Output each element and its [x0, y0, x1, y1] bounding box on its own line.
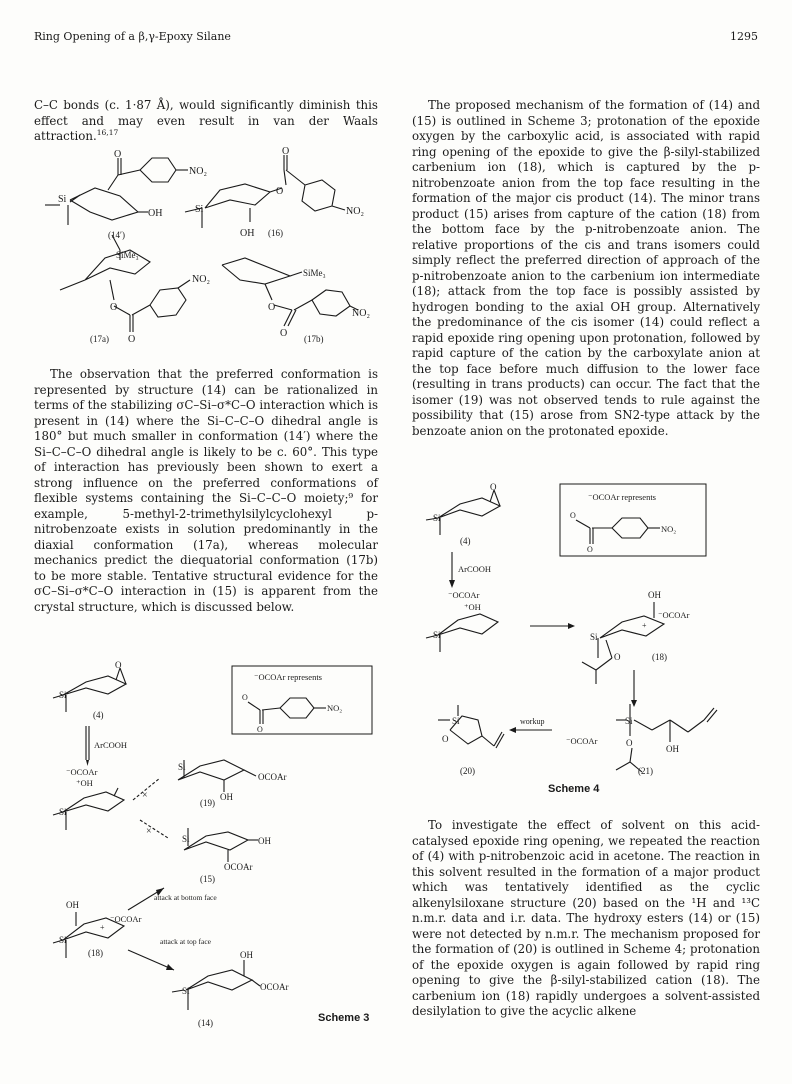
paragraph: To investigate the effect of solvent on this acid-catalysed epoxide ring opening, we repeated the reaction of (4) with p-nitrobenzoic acid in acetone. The reaction in this solvent resulted in the formation of a major product which was tentatively identified as the cyclic alkenylsiloxane structure (20) based on the ¹H and ¹³C n.m.r. data and i.r. data. The hydroxy esters (14) or (15) were not detected by n.m.r. The mechanism proposed for the formation of (20) is outlined in Scheme 4; protonation of the epoxide oxygen is again followed by rapid ring opening to give the β-silyl-stabilized cation (18). The carbenium ion (18) rapidly undergoes a solvent-assisted desilylation to give the acyclic alkene [412, 818, 760, 1018]
svg-text:OCOAr: OCOAr [260, 982, 289, 992]
compound-label: (17b) [304, 334, 324, 344]
scheme-3-figure [48, 660, 368, 1030]
svg-text:OH: OH [648, 590, 661, 600]
svg-text:NO₂: NO₂ [346, 206, 364, 217]
svg-text:O: O [110, 302, 118, 313]
structure-16 [185, 146, 364, 239]
compound-18 [53, 900, 142, 958]
compound-label: (4) [460, 536, 471, 546]
svg-text:O: O [257, 725, 263, 734]
svg-text:Si: Si [625, 716, 633, 726]
paragraph: The proposed mechanism of the formation of (14) and (15) is outlined in Scheme 3; protonation of the epoxide oxygen by the carboxylic acid, is associated with rapid ring opening of the epoxide to give the β-silyl-stabilized carbenium ion (18), which is captured by the p-nitrobenzoate anion from the top face resulting in the formation of the major cis product (14). The minor trans product (15) arises from capture of the cation (18) from the bottom face by the p-nitrobenzoate anion. The relative proportions of the cis and trans isomers could simply reflect the preferred direction of approach of the p-nitrobenzoate anion to the carbenium ion intermediate (18); attack from the top face is possibly assisted by hydrogen bonding to the axial OH group. Alternatively the predominance of the cis isomer (14) could reflect a rapid epoxide ring opening upon protonation, followed by rapid capture of the cation by the carboxylate anion at the top face before much diffusion to the lower face (resulting in trans products) can occur. The fact that the isomer (19) was not observed tends to rule against the possibility that (15) arose from SN2-type attack by the benzoate anion on the protonated epoxide. [412, 98, 760, 438]
paragraph: C–C bonds (c. 1·87 Å), would significantly diminish this effect and may even result in van der Waals attraction.$^{16,17}$ [34, 98, 378, 143]
svg-text:+: + [642, 621, 647, 630]
protonated-epoxide [53, 767, 124, 830]
svg-text:SiMe₃: SiMe₃ [303, 268, 326, 278]
right-column-bottom [412, 818, 760, 1020]
svg-text:Si: Si [178, 762, 186, 772]
svg-text:O: O [570, 511, 576, 520]
compound-20 [438, 705, 504, 776]
svg-text:SiMe₃: SiMe₃ [116, 250, 139, 260]
structure-17a [60, 235, 210, 345]
structure-14-prime [45, 149, 207, 240]
svg-text:O: O [128, 334, 136, 345]
svg-text:Si: Si [58, 194, 67, 205]
protonated-epoxide [426, 590, 498, 652]
compound-label: (20) [460, 766, 475, 776]
svg-text:⁻OCOAr: ⁻OCOAr [448, 590, 480, 600]
right-column-top [412, 98, 760, 439]
ocoar-definition-box [232, 666, 372, 734]
compound-label: (15) [200, 874, 215, 884]
svg-text:OH: OH [148, 208, 163, 219]
svg-text:OH: OH [240, 228, 255, 239]
svg-text:O: O [114, 149, 122, 160]
svg-text:×: × [146, 826, 152, 837]
svg-text:Si: Si [59, 690, 67, 700]
svg-text:Si: Si [59, 935, 67, 945]
svg-text:O: O [587, 545, 593, 554]
compound-label: (4) [93, 710, 104, 720]
paragraph: The observation that the preferred conformation is represented by structure (14) can be rationalized in terms of the stabilizing σC–Si–σ*C–O interaction which is present in (14) where the Si–C–C–O dihedral angle is 180° but much smaller in conformation (14′) where the Si–C–C–O dihedral angle is likely to be c. 60°. This type of interaction has previously been shown to exert a strong influence on the preferred conformations of flexible systems containing the Si–C–C–O moiety;⁹ for example, 5-methyl-2-trimethylsilylcyclohexyl p-nitrobenzoate exists in solution predominantly in the diaxial conformation (17a), whereas molecular mechanics predict the diequatorial conformation (17b) to be more stable. Tentative structural evidence for the σC–Si–σ*C–O interaction in (15) is apparent from the crystal structure, which is discussed below. [34, 367, 378, 614]
page-number: 1295 [730, 30, 758, 43]
compound-label: (19) [200, 798, 215, 808]
compound-label: (18) [652, 652, 667, 662]
compound-21 [566, 704, 717, 776]
svg-text:OH: OH [66, 900, 79, 910]
svg-text:⁻OCOAr represents: ⁻OCOAr represents [254, 672, 322, 682]
ocoar-definition-box [560, 484, 706, 556]
svg-text:+: + [100, 923, 105, 932]
svg-text:O: O [242, 693, 248, 702]
svg-text:O: O [614, 652, 621, 662]
svg-text:O: O [115, 660, 122, 670]
svg-text:O: O [282, 146, 290, 157]
compound-4 [426, 482, 500, 546]
svg-text:attack at bottom face: attack at bottom face [154, 893, 217, 902]
compound-19 [178, 760, 287, 808]
svg-text:⁻OCOAr: ⁻OCOAr [110, 914, 142, 924]
compound-14 [172, 950, 289, 1028]
compound-label: (21) [638, 766, 653, 776]
svg-text:O: O [626, 738, 633, 748]
svg-text:OH: OH [258, 836, 271, 846]
svg-text:⁻OCOAr: ⁻OCOAr [566, 736, 598, 746]
reference-superscript: 16,17 [96, 128, 119, 138]
structure-17b [222, 258, 370, 344]
scheme-4-caption: Scheme 4 [548, 783, 600, 795]
svg-text:O: O [490, 482, 497, 492]
svg-text:⁻OCOAr represents: ⁻OCOAr represents [588, 492, 656, 502]
svg-text:⁺OH: ⁺OH [76, 778, 93, 788]
svg-text:OCOAr: OCOAr [258, 772, 287, 782]
svg-text:attack at top face: attack at top face [160, 937, 212, 946]
svg-text:OH: OH [240, 950, 253, 960]
compound-label: (14) [198, 1018, 213, 1028]
svg-text:Si: Si [195, 204, 204, 215]
svg-text:NO₂: NO₂ [352, 308, 370, 319]
svg-text:NO₂: NO₂ [192, 274, 210, 285]
svg-text:O: O [442, 734, 449, 744]
svg-text:Si: Si [182, 834, 190, 844]
conformer-structures-figure [40, 146, 380, 350]
svg-text:NO₂: NO₂ [189, 166, 207, 177]
svg-text:Si: Si [590, 632, 598, 642]
compound-label: (16) [268, 228, 283, 238]
svg-text:NO₂: NO₂ [327, 703, 343, 713]
svg-text:Si: Si [182, 986, 190, 996]
svg-text:OCOAr: OCOAr [224, 862, 253, 872]
svg-text:Si: Si [433, 513, 441, 523]
svg-text:O: O [276, 186, 284, 197]
svg-text:O: O [280, 328, 288, 339]
left-column-bottom [34, 367, 378, 615]
svg-text:×: × [142, 790, 148, 801]
compound-label: (17a) [90, 334, 109, 344]
svg-text:OH: OH [666, 744, 679, 754]
compound-18 [582, 590, 690, 684]
scheme-3-caption: Scheme 3 [318, 1012, 370, 1024]
svg-text:Si: Si [452, 716, 460, 726]
left-column-top [34, 98, 378, 145]
svg-text:workup: workup [520, 717, 545, 726]
running-header-title: Ring Opening of a β,γ-Epoxy Silane [34, 30, 231, 43]
svg-text:ArCOOH: ArCOOH [94, 740, 128, 750]
svg-text:⁻OCOAr: ⁻OCOAr [658, 610, 690, 620]
svg-text:NO₂: NO₂ [661, 524, 677, 534]
svg-text:OH: OH [220, 792, 233, 802]
compound-label: (14′) [108, 230, 125, 240]
svg-text:ArCOOH: ArCOOH [458, 564, 492, 574]
compound-label: (18) [88, 948, 103, 958]
svg-text:Si: Si [59, 807, 67, 817]
scheme-4-figure [420, 480, 760, 790]
svg-text:⁻OCOAr: ⁻OCOAr [66, 767, 98, 777]
svg-text:⁺OH: ⁺OH [464, 602, 481, 612]
svg-text:O: O [268, 302, 276, 313]
compound-15 [182, 828, 271, 884]
svg-text:Si: Si [433, 630, 441, 640]
compound-4 [53, 660, 126, 720]
